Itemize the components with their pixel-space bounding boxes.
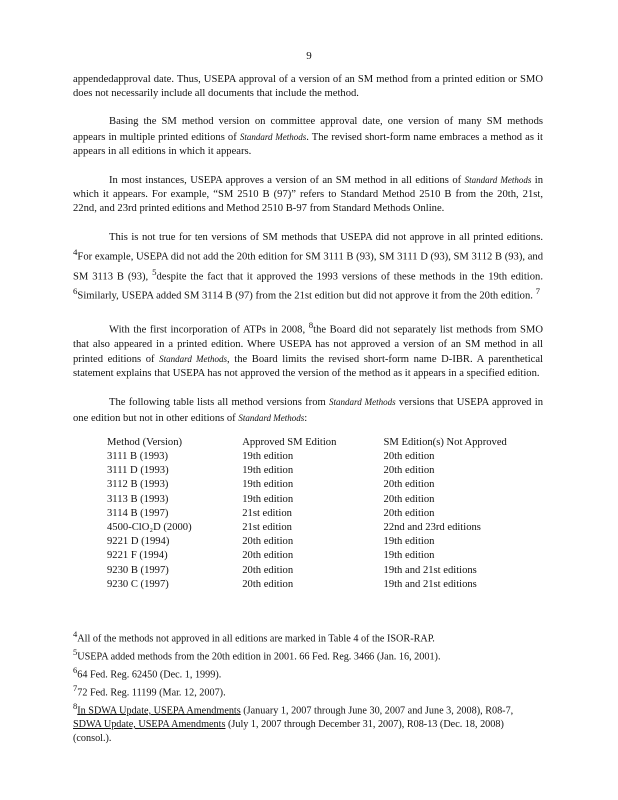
paragraph-4: This is not true for ten versions of SM methods that USEPA did not approve in all printed editions. $^4$For example, USEPA did not add the 20th edition for SM 3111 B (93), SM 3111 D (93), SM 3112 B (93), and SM 3113 B (93), $^5$despite the fact that it approved the 1993 versions of these methods in the 19th edition. $^6$Similarly, USEPA added SM 3114 B (97) from the 21st edition but did not approve it from the 20th edition. $^7$ [73,231,543,302]
column-header: Method (Version) [107,436,183,448]
footnote-6: $^6$64 Fed. Reg. 62450 (Dec. 1, 1999). [73,664,222,681]
table-row [107,478,543,492]
footnote-8: $^8$In SDWA Update, USEPA Amendments (January 1, 2007 through June 30, 2007 and June 3, 2008), R08-7, SDWA Update, USEPA Amendments (July 1, 2007 through December 31, 2007), R08-13 (Dec. 18, 2008) (consol.). [73,700,514,744]
table-cell: 20th edition [383,465,435,477]
paragraph-6: The following table lists all method versions from Standard Methods versions that USEPA approved in one edition but not in other editions of Standard Methods: [73,397,543,424]
table-cell: 19th edition [383,550,435,562]
table-cell: 21st edition [242,522,292,533]
table-cell: 22nd and 23rd editions [383,522,481,533]
footnote-ref-4: 4 [73,246,78,257]
table-cell: 3111 D (1993) [107,465,169,477]
table-cell: 4500-ClO₂D (2000) [107,522,192,533]
table-cell: 19th edition [242,493,294,505]
footnote-5: $^5$USEPA added methods from the 20th edition in 2001. 66 Fed. Reg. 3466 (Jan. 16, 2001). [73,646,441,663]
table-cell: 9230 B (1997) [107,564,169,576]
footnote-7: $^7$72 Fed. Reg. 11199 (Mar. 12, 2007). [73,682,226,699]
table-cell: 9221 F (1994) [107,550,168,562]
table-cell: 20th edition [383,479,435,491]
table-cell: 9230 C (1997) [107,578,169,590]
table-row [107,464,543,478]
table-cell: 19th edition [242,465,294,477]
table-cell: 20th edition [383,507,435,519]
table-cell: 20th edition [383,450,435,462]
table-cell: 21st edition [242,507,292,519]
table-cell: 20th edition [242,564,294,576]
table-cell: 3111 B (1993) [107,450,169,462]
paragraph-1: appendedapproval date. Thus, USEPA approval of a version of an SM method from a printed edition or SMO does not necessarily include all documents that include the method. [73,74,543,100]
table-row [107,564,543,578]
table-cell: 19th and 21st editions [383,578,477,590]
table-cell: 20th edition [383,493,435,505]
footnote-ref-7: 7 [535,286,540,297]
footnote-4: $^4$All of the methods not approved in all editions are marked in Table 4 of the ISOR-RAP. [73,629,435,645]
method-versions-table [107,436,543,592]
table-row [107,450,543,464]
table-cell: 20th edition [242,550,294,562]
table-row [107,493,543,507]
table-cell: 19th and 21st editions [383,564,477,576]
table-cell: 20th edition [242,578,294,590]
footnote-ref-5: 5 [152,266,157,277]
paragraph-5: With the first incorporation of ATPs in 2008, $^8$the Board did not separately list methods from SMO that also appeared in a printed edition. Where USEPA has not approved a version of an SM method in all printed editions of Standard Methods, the Board limits the revised short-form name D-IBR. A parenthetical statement explains that USEPA has not approved the version of the method as it appears in a specified edition. [73,320,543,380]
table-cell: 3114 B (1997) [107,507,169,519]
table-cell: 20th edition [242,536,294,548]
table-row [107,535,543,549]
paragraph-3: In most instances, USEPA approves a version of an SM method in all editions of Standard Methods in which it appears. For example, “SM 2510 B (97)” refers to Standard Method 2510 B from the 20th, 21st, 22nd, and 23rd printed editions and Method 2510 B-97 from Standard Methods Online. [73,175,543,215]
table-cell: 9221 D (1994) [107,536,170,548]
page-number: 9 [306,50,312,62]
footnote-ref-6: 6 [73,286,78,297]
table-cell: 19th edition [383,536,435,548]
table-row [107,549,543,563]
document-body [73,73,543,592]
table-row [107,578,543,592]
paragraph-2: Basing the SM method version on committee approval date, one version of many SM methods appears in multiple printed editions of Standard Methods. The revised short-form name embraces a method as it appears in all editions in which it appears. [73,116,543,157]
table-header-row [107,436,543,450]
footnote-ref-8: 8 [308,320,314,331]
table-cell: 19th edition [242,479,294,491]
table-row [107,507,543,521]
table-cell: 19th edition [242,450,294,462]
table-cell: 3112 B (1993) [107,479,169,491]
column-header: SM Edition(s) Not Approved [383,436,507,448]
column-header: Approved SM Edition [242,436,337,448]
footnotes [73,628,543,745]
table-cell: 3113 B (1993) [107,493,169,505]
table-row [107,521,543,535]
